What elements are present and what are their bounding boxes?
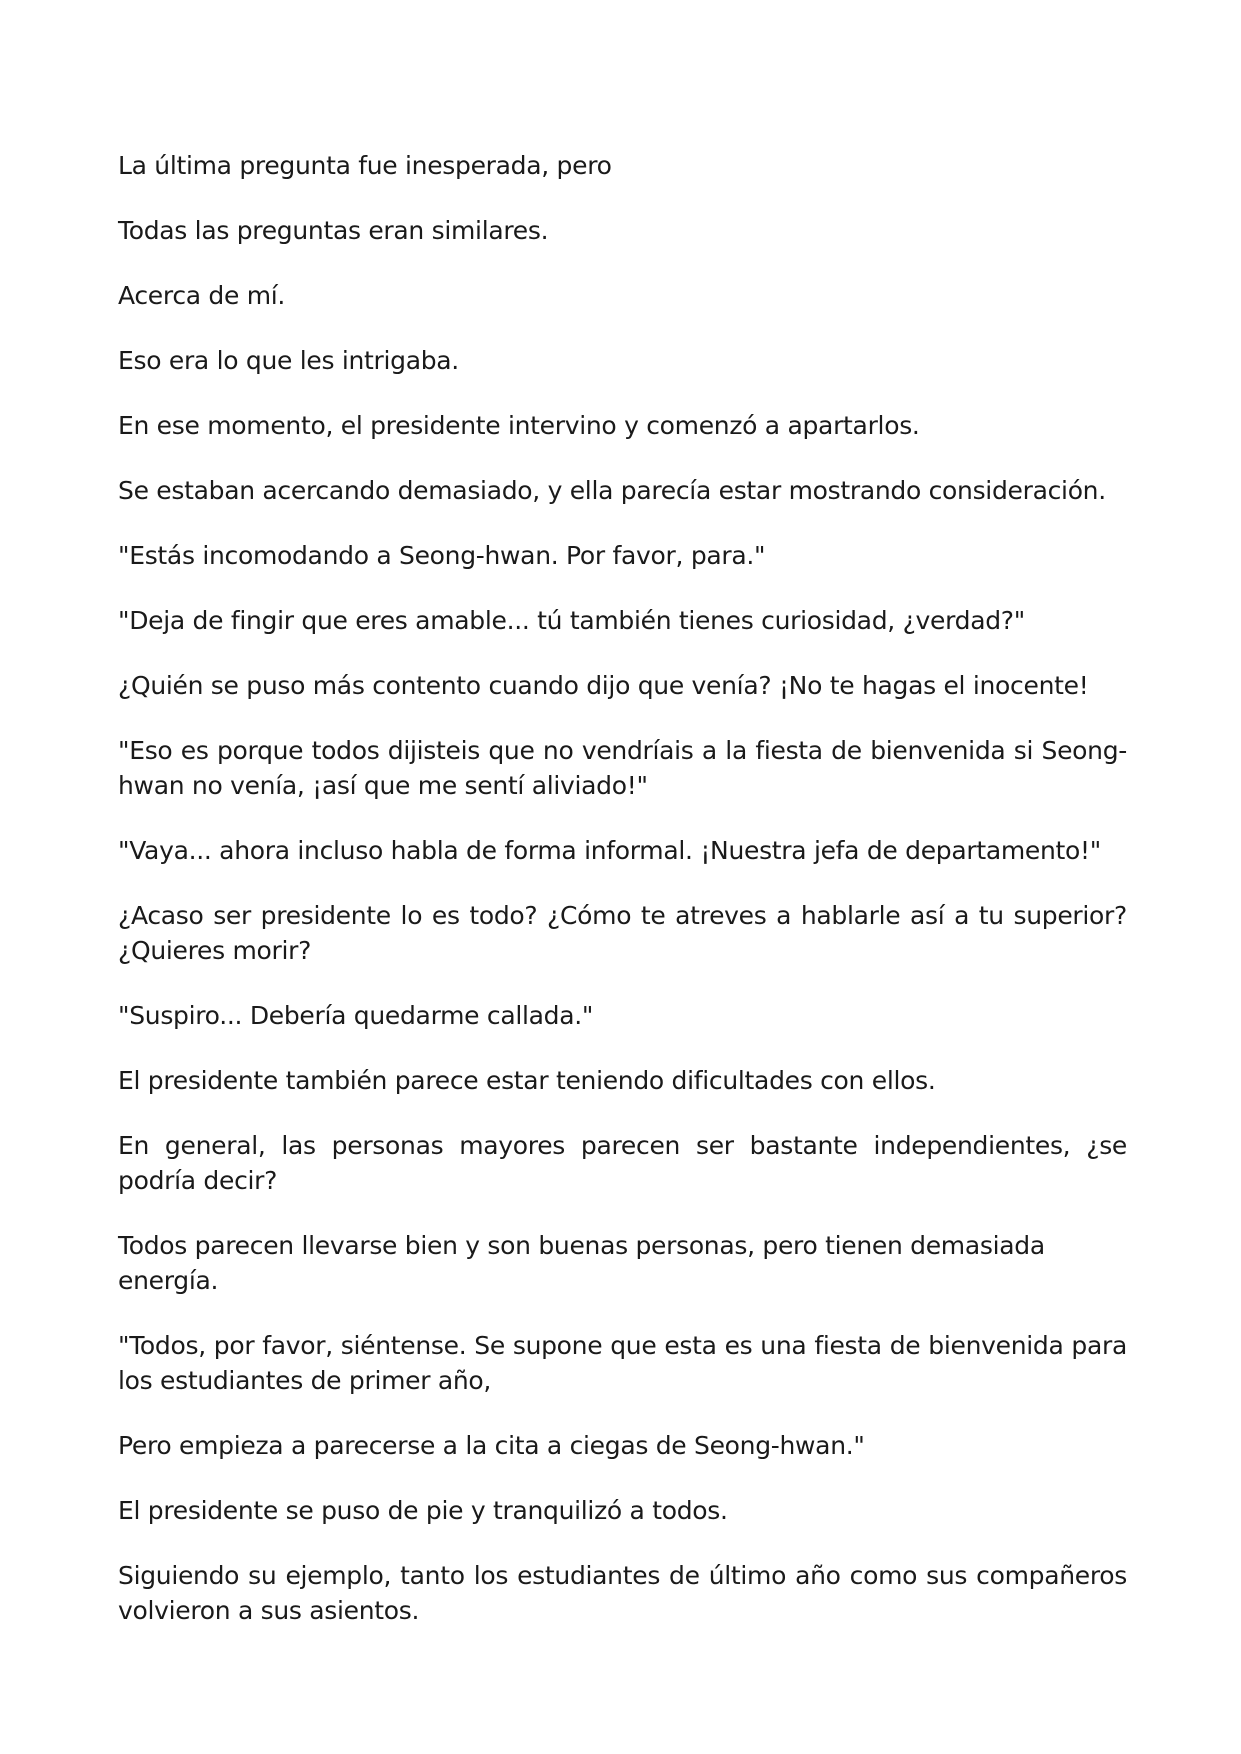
paragraph: Eso era lo que les intrigaba.: [118, 346, 459, 375]
paragraph: Todos parecen llevarse bien y son buenas personas, pero tienen demasiada energía.: [118, 1231, 1045, 1295]
paragraph: "Suspiro... Debería quedarme callada.": [118, 1001, 594, 1030]
paragraph: ¿Quién se puso más contento cuando dijo que venía? ¡No te hagas el inocente!: [118, 671, 1089, 700]
paragraph: En ese momento, el presidente intervino y comenzó a apartarlos.: [118, 411, 920, 440]
paragraph: "Estás incomodando a Seong-hwan. Por favor, para.": [118, 541, 766, 570]
paragraph: Se estaban acercando demasiado, y ella parecía estar mostrando consideración.: [118, 476, 1106, 505]
text-column: [118, 148, 1127, 1658]
paragraph: "Todos, por favor, siéntense. Se supone que esta es una fiesta de bienvenida para los estudiantes de primer año,: [118, 1331, 1127, 1395]
paragraph: En general, las personas mayores parecen ser bastante independientes, ¿se podría decir?: [118, 1131, 1127, 1195]
paragraph: El presidente también parece estar teniendo dificultades con ellos.: [118, 1066, 936, 1095]
paragraph: La última pregunta fue inesperada, pero: [118, 151, 612, 180]
paragraph: Pero empieza a parecerse a la cita a ciegas de Seong-hwan.": [118, 1431, 865, 1460]
paragraph: Siguiendo su ejemplo, tanto los estudiantes de último año como sus compañeros volvieron a sus asientos.: [118, 1561, 1127, 1625]
paragraph: ¿Acaso ser presidente lo es todo? ¿Cómo te atreves a hablarle así a tu superior? ¿Quieres morir?: [118, 901, 1127, 965]
paragraph: "Vaya... ahora incluso habla de forma informal. ¡Nuestra jefa de departamento!": [118, 836, 1101, 865]
paragraph: "Eso es porque todos dijisteis que no vendríais a la fiesta de bienvenida si Seong-hwan no venía, ¡así que me sentí aliviado!": [118, 736, 1127, 800]
paragraph: Acerca de mí.: [118, 281, 286, 310]
paragraph: Todas las preguntas eran similares.: [118, 216, 549, 245]
paragraph: "Deja de fingir que eres amable... tú también tienes curiosidad, ¿verdad?": [118, 606, 1025, 635]
paragraph: El presidente se puso de pie y tranquilizó a todos.: [118, 1496, 728, 1525]
